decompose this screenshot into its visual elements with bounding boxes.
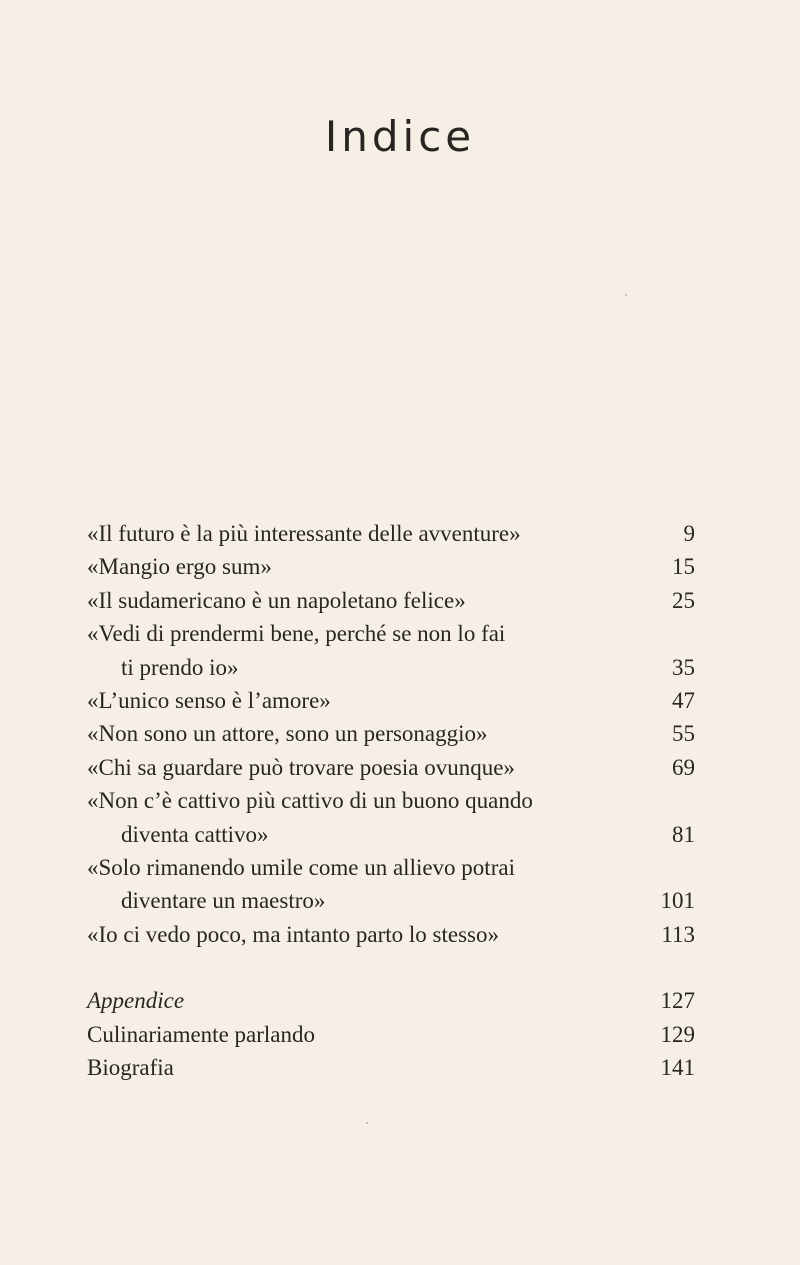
toc-entry-title: Biografia <box>87 1055 174 1081</box>
toc-entry-continuation <box>87 884 695 917</box>
toc-entry-title: «Il sudamericano è un napoletano felice» <box>87 587 466 613</box>
toc-entry-page: 25 <box>672 587 695 613</box>
toc-entry-title: «Il futuro è la più interessante delle avventure» <box>87 521 521 546</box>
toc-entry-page: 81 <box>672 821 695 847</box>
paper-speck <box>366 1122 368 1124</box>
toc-entry <box>87 617 695 650</box>
toc-entry-page: 113 <box>661 921 695 947</box>
toc-entry-page: 35 <box>672 654 695 680</box>
toc-entry-page: 47 <box>672 688 695 714</box>
toc-entry <box>87 550 695 583</box>
toc-entry <box>87 918 695 951</box>
toc-entry-title: «L’unico senso è l’amore» <box>87 688 331 714</box>
toc-entry-page: 69 <box>672 754 695 780</box>
toc-entry-title: Culinariamente parlando <box>87 1021 316 1047</box>
toc-entry <box>87 584 695 617</box>
toc-entry-page: 15 <box>672 554 695 580</box>
toc-entry-continuation <box>87 651 695 684</box>
toc-appendix-entry <box>87 1051 695 1084</box>
toc-entry <box>87 684 695 717</box>
toc-entry-page: 141 <box>660 1055 695 1081</box>
toc-entry <box>87 784 695 817</box>
toc-entry-title: «Non c’è cattivo più cattivo di un buono quando <box>87 788 533 814</box>
paper-speck <box>625 294 627 296</box>
toc-entry <box>87 717 695 750</box>
toc-appendix-heading <box>87 984 695 1017</box>
toc-entry-title-continued: diventa cattivo» <box>121 821 269 847</box>
toc-entry-title: «Chi sa guardare può trovare poesia ovunque» <box>87 754 515 780</box>
toc-appendix-entry <box>87 1018 695 1051</box>
toc-entry-title: «Vedi di prendermi bene, perché se non lo fai <box>87 621 506 647</box>
toc-entry-page: 9 <box>683 521 695 546</box>
toc-entry <box>87 851 695 884</box>
toc-entry-title-continued: ti prendo io» <box>121 654 239 680</box>
toc-entry-page: 55 <box>672 721 695 747</box>
toc-entry-title: «Solo rimanendo umile come un allievo potrai <box>87 855 515 881</box>
section-spacer <box>87 951 695 984</box>
toc-entry-title: «Io ci vedo poco, ma intanto parto lo stesso» <box>87 921 500 947</box>
toc-entry-title-continued: diventare un maestro» <box>121 888 326 914</box>
toc-entry-page: 101 <box>660 888 695 914</box>
toc-entry-continuation <box>87 818 695 851</box>
toc-entry-page: 127 <box>660 988 695 1014</box>
page-title: Indice <box>324 112 476 161</box>
toc-entry-title: «Mangio ergo sum» <box>87 554 272 580</box>
toc-entry <box>87 751 695 784</box>
toc-entry-title: «Non sono un attore, sono un personaggio» <box>87 721 488 747</box>
toc-entry <box>87 517 695 550</box>
toc-entry-page: 129 <box>660 1021 695 1047</box>
toc-entry-title: Appendice <box>87 988 185 1014</box>
table-of-contents <box>87 517 695 1085</box>
